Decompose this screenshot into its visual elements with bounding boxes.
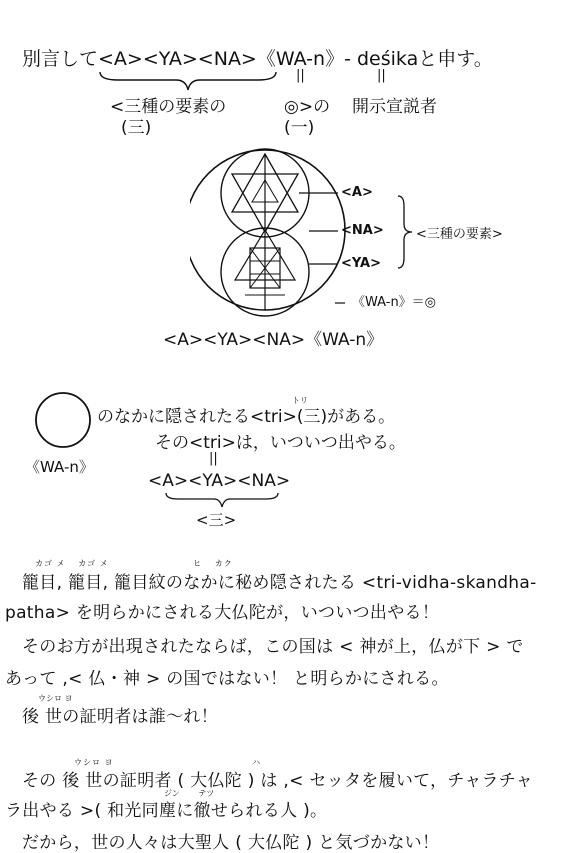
mid-brace-label: <三> <box>196 511 237 529</box>
top-brace <box>98 70 278 92</box>
wan-circle <box>33 390 93 450</box>
ruby-line-4: ジン テツ <box>164 789 215 798</box>
ruby-line-2: ウシロ ヨ <box>38 694 73 703</box>
equals-mark-2: || <box>377 68 386 83</box>
mid-line-2: その<tri>は，いついつ出やる。 <box>155 433 406 453</box>
mid-line-1: のなかに隠されたる<tri>(三)がある。 <box>97 407 396 427</box>
sub-mid-text: ◎>の <box>284 97 331 117</box>
ruby-line-3: ウシロ ヨ ハ <box>74 758 262 767</box>
body-p4b: ラ出やる >( 和光同塵に徹せられる人 )。 <box>5 801 328 821</box>
body-p5: だから，世の人々は大聖人 ( 大仏陀 ) と気づかない！ <box>22 833 440 853</box>
mid-brace <box>164 491 280 509</box>
body-p1a: 籠目, 籠目, 籠目紋のなかに秘め隠されたる <tri-vidha-skandha- <box>22 573 537 593</box>
wan-circle-label: 《WA-n》 <box>25 458 94 476</box>
equals-mark-1: || <box>296 68 305 83</box>
body-p2b: あって ,< 仏・神 > の国ではない！ と明らかにされる。 <box>5 669 449 689</box>
mid-line-3: <A><YA><NA> <box>148 471 291 491</box>
sub-left-text: <三種の要素の <box>110 97 227 117</box>
sub-mid-number: (一) <box>284 118 315 138</box>
sub-left-number: (三) <box>121 118 152 138</box>
body-p3: 後 世の証明者は誰〜れ！ <box>22 707 219 727</box>
label-three-elements: <三種の要素> <box>416 227 503 242</box>
label-wan-equals: 《WA-n》＝◎ <box>352 295 437 310</box>
label-a: <A> <box>341 185 373 200</box>
body-p1b: patha> を明らかにされる大仏陀が，いついつ出やる！ <box>5 603 440 623</box>
mid-equals: || <box>209 451 218 466</box>
sub-right-text: 開示宣説者 <box>352 97 437 117</box>
label-na: <NA> <box>341 223 384 238</box>
label-ya: <YA> <box>341 256 382 271</box>
body-p2a: そのお方が出現されたならば，この国は < 神が上，仏が下 > で <box>22 637 524 657</box>
body-p4a: その 後 世の証明者 ( 大仏陀 ) は ,< セッタを履いて，チャラチャ <box>22 771 533 791</box>
ruby-line-1: カゴ メ カゴ メ ヒ カク <box>35 559 233 568</box>
tri-ruby: トリ <box>292 396 308 405</box>
intro-line: 別言して<A><YA><NA>《WA-n》- deśikaと申す。 <box>22 48 493 70</box>
diagram-caption: <A><YA><NA>《WA-n》 <box>163 330 384 350</box>
